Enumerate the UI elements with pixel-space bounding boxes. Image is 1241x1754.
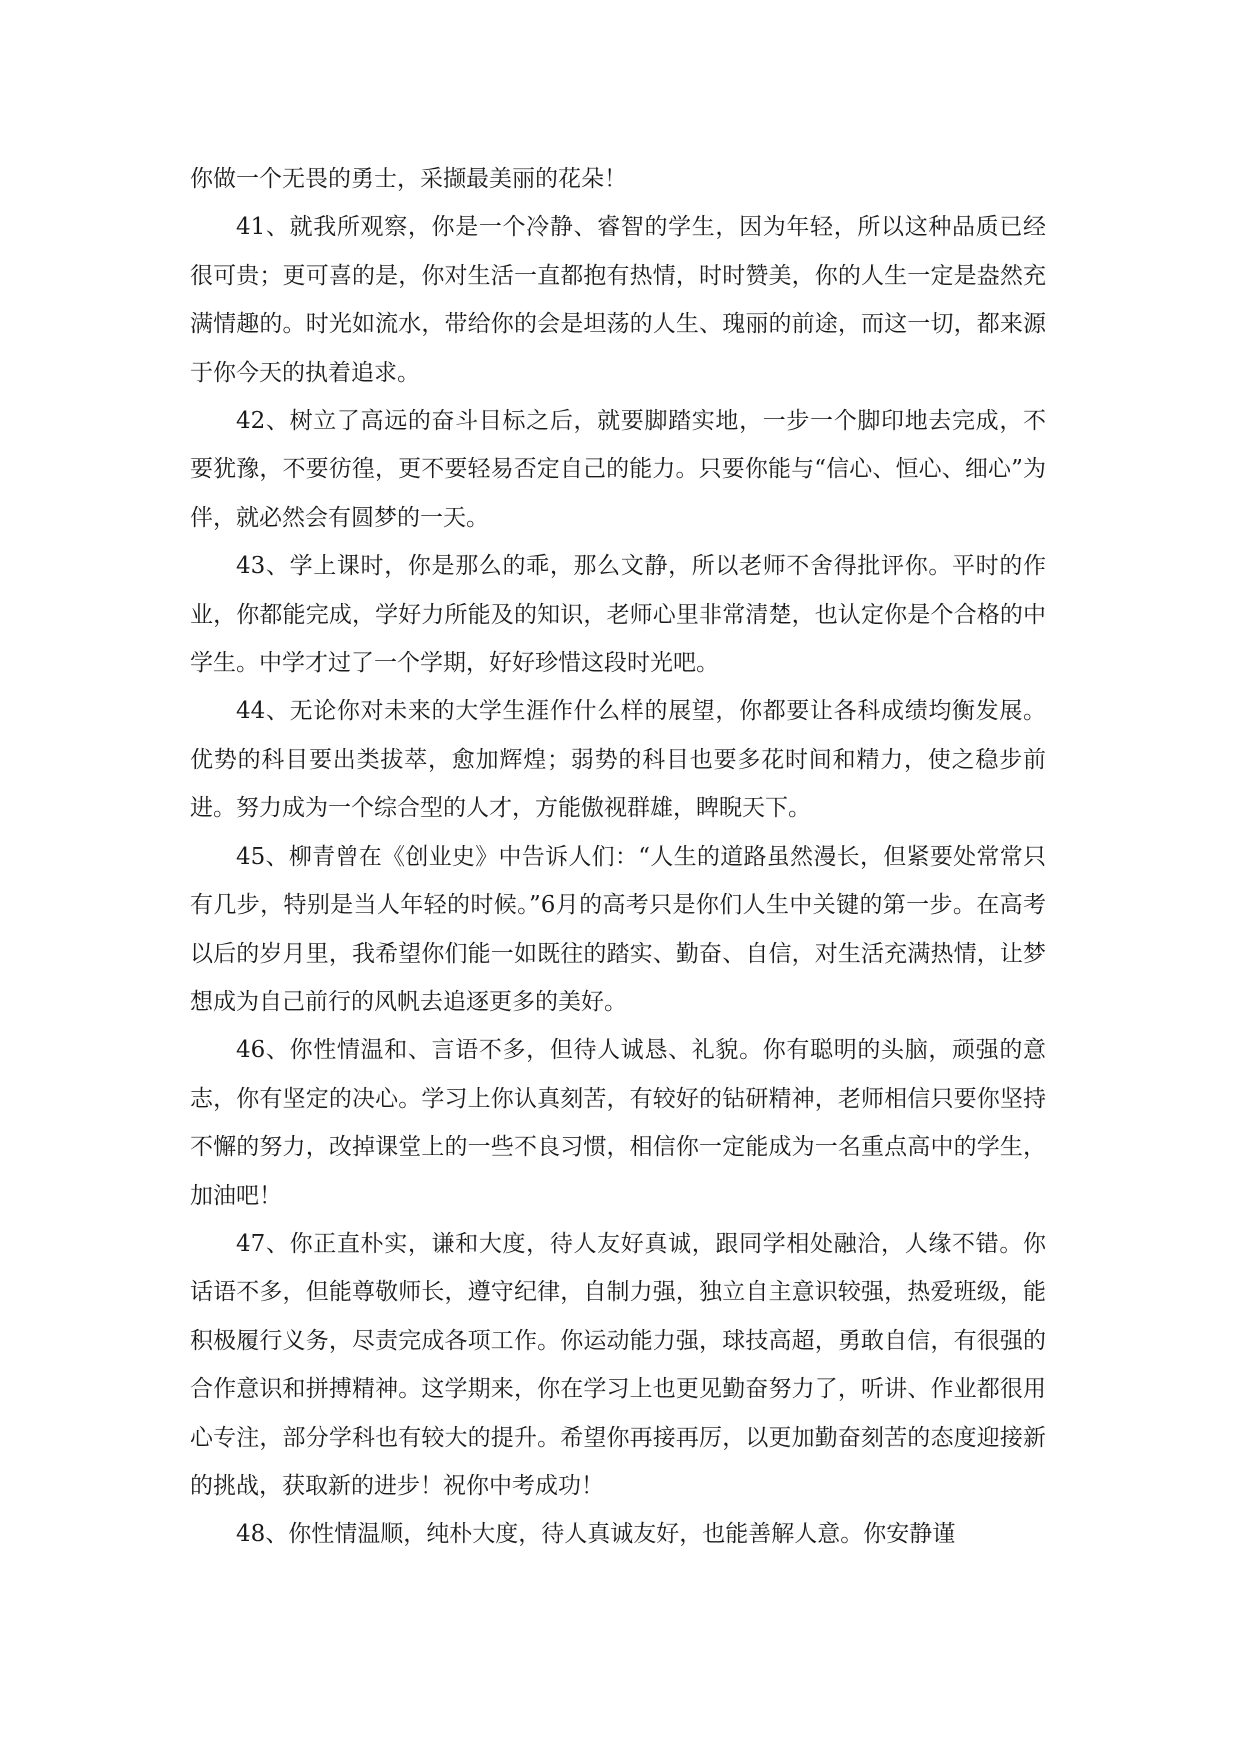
paragraph-44: 44、无论你对未来的大学生涯作什么样的展望，你都要让各科成绩均衡发展。优势的科目要出类拔萃，愈加辉煌；弱势的科目也要多花时间和精力，使之稳步前进。努力成为一个综合型的人才，方能傲视群雄，睥睨天下。 xyxy=(190,698,1046,822)
paragraph-42: 42、树立了高远的奋斗目标之后，就要脚踏实地，一步一个脚印地去完成，不要犹豫，不要彷徨，更不要轻易否定自己的能力。只要你能与“信心、恒心、细心”为伴，就必然会有圆梦的一天。 xyxy=(190,408,1046,531)
body-text xyxy=(190,155,1046,1559)
paragraph-48: 48、你性情温顺，纯朴大度，待人真诚友好，也能善解人意。你安静谨 xyxy=(236,1521,956,1548)
paragraph-continuation: 你做一个无畏的勇士，采撷最美丽的花朵！ xyxy=(190,166,627,192)
paragraph-41: 41、就我所观察，你是一个冷静、睿智的学生，因为年轻，所以这种品质已经很可贵；更可喜的是，你对生活一直都抱有热情，时时赞美，你的人生一定是盎然充满情趣的。时光如流水，带给你的会是坦荡的人生、瑰丽的前途，而这一切，都来源于你今天的执着追求。 xyxy=(190,214,1046,386)
paragraph-47: 47、你正直朴实，谦和大度，待人友好真诚，跟同学相处融洽，人缘不错。你话语不多，但能尊敬师长，遵守纪律，自制力强，独立自主意识较强，热爱班级，能积极履行义务，尽责完成各项工作。你运动能力强，球技高超，勇敢自信，有很强的合作意识和拼搏精神。这学期来，你在学习上也更见勤奋努力了，听讲、作业都很用心专注，部分学科也有较大的提升。希望你再接再厉，以更加勤奋刻苦的态度迎接新的挑战，获取新的进步！祝你中考成功！ xyxy=(190,1230,1046,1499)
paragraph-45: 45、柳青曾在《创业史》中告诉人们：“人生的道路虽然漫长，但紧要处常常只有几步，特别是当人年轻的时候。”6月的高考只是你们人生中关键的第一步。在高考以后的岁月里，我希望你们能一如既往的踏实、勤奋、自信，对生活充满热情，让梦想成为自己前行的风帆去追逐更多的美好。 xyxy=(190,843,1046,1015)
paragraph-43: 43、学上课时，你是那么的乖，那么文静，所以老师不舍得批评你。平时的作业，你都能完成，学好力所能及的知识，老师心里非常清楚，也认定你是个合格的中学生。中学才过了一个学期，好好珍惜这段时光吧。 xyxy=(190,553,1046,677)
paragraph-46: 46、你性情温和、言语不多，但待人诚恳、礼貌。你有聪明的头脑，顽强的意志，你有坚定的决心。学习上你认真刻苦，有较好的钻研精神，老师相信只要你坚持不懈的努力，改掉课堂上的一些不良习惯，相信你一定能成为一名重点高中的学生，加油吧！ xyxy=(190,1037,1046,1209)
